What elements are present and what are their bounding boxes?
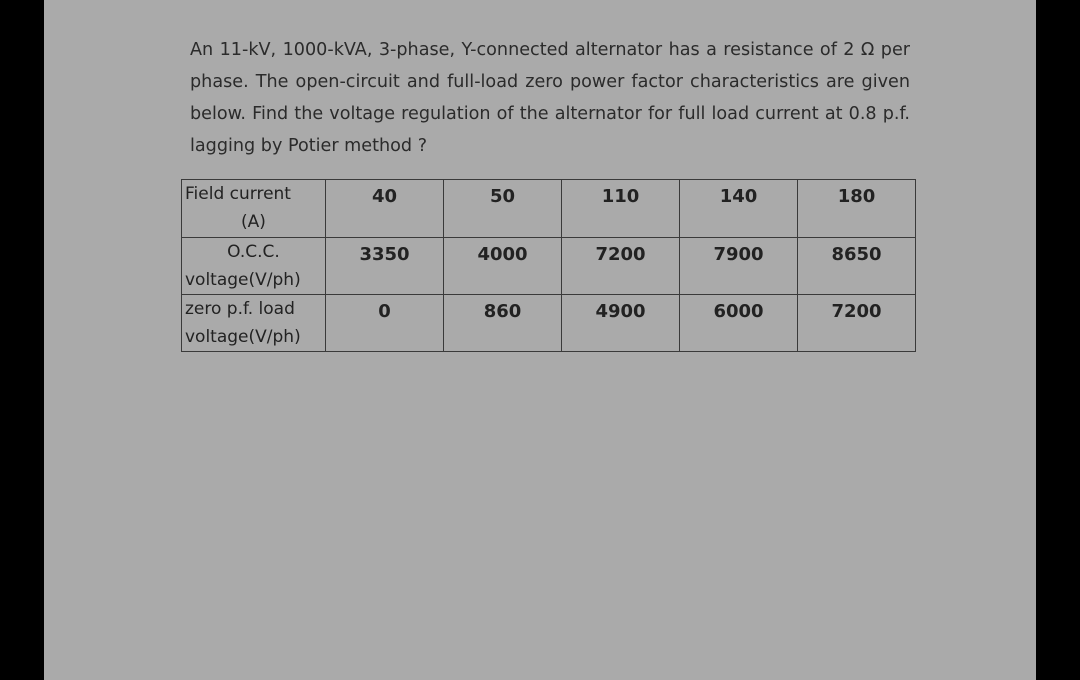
table-cell: 4900	[562, 295, 680, 352]
row-header-line: O.C.C.	[227, 242, 280, 262]
table-cell: 4000	[444, 238, 562, 295]
table-cell: 140	[680, 180, 798, 238]
characteristics-table	[181, 179, 916, 352]
table-cell: 110	[562, 180, 680, 238]
table-cell: 7200	[562, 238, 680, 295]
table-cell: 6000	[680, 295, 798, 352]
row-header-field-current	[182, 180, 326, 238]
table-cell: 50	[444, 180, 562, 238]
table-cell: 860	[444, 295, 562, 352]
table-row-field-current	[182, 180, 916, 238]
table-row-zpf-voltage	[182, 295, 916, 352]
table-cell: 7900	[680, 238, 798, 295]
row-header-zpf-voltage	[182, 295, 326, 352]
table-cell: 7200	[798, 295, 916, 352]
document-page	[44, 0, 1036, 680]
row-header-occ-voltage	[182, 238, 326, 295]
row-header-line: (A)	[241, 212, 266, 232]
row-header-line: voltage(V/ph)	[185, 270, 301, 290]
table-row-occ-voltage	[182, 238, 916, 295]
problem-statement: An 11-kV, 1000-kVA, 3-phase, Y-connected alternator has a resistance of 2 Ω per phase. The open-circuit and full-load zero power factor characteristics are given below. Find the voltage regulation of the alternator for full load current at 0.8 p.f. lagging by Potier method ?	[190, 40, 910, 156]
table-cell: 3350	[326, 238, 444, 295]
row-header-line: voltage(V/ph)	[185, 327, 301, 347]
table-cell: 40	[326, 180, 444, 238]
table-cell: 0	[326, 295, 444, 352]
row-header-line: Field current	[185, 184, 291, 204]
table-cell: 180	[798, 180, 916, 238]
row-header-line: zero p.f. load	[185, 299, 295, 319]
table-cell: 8650	[798, 238, 916, 295]
